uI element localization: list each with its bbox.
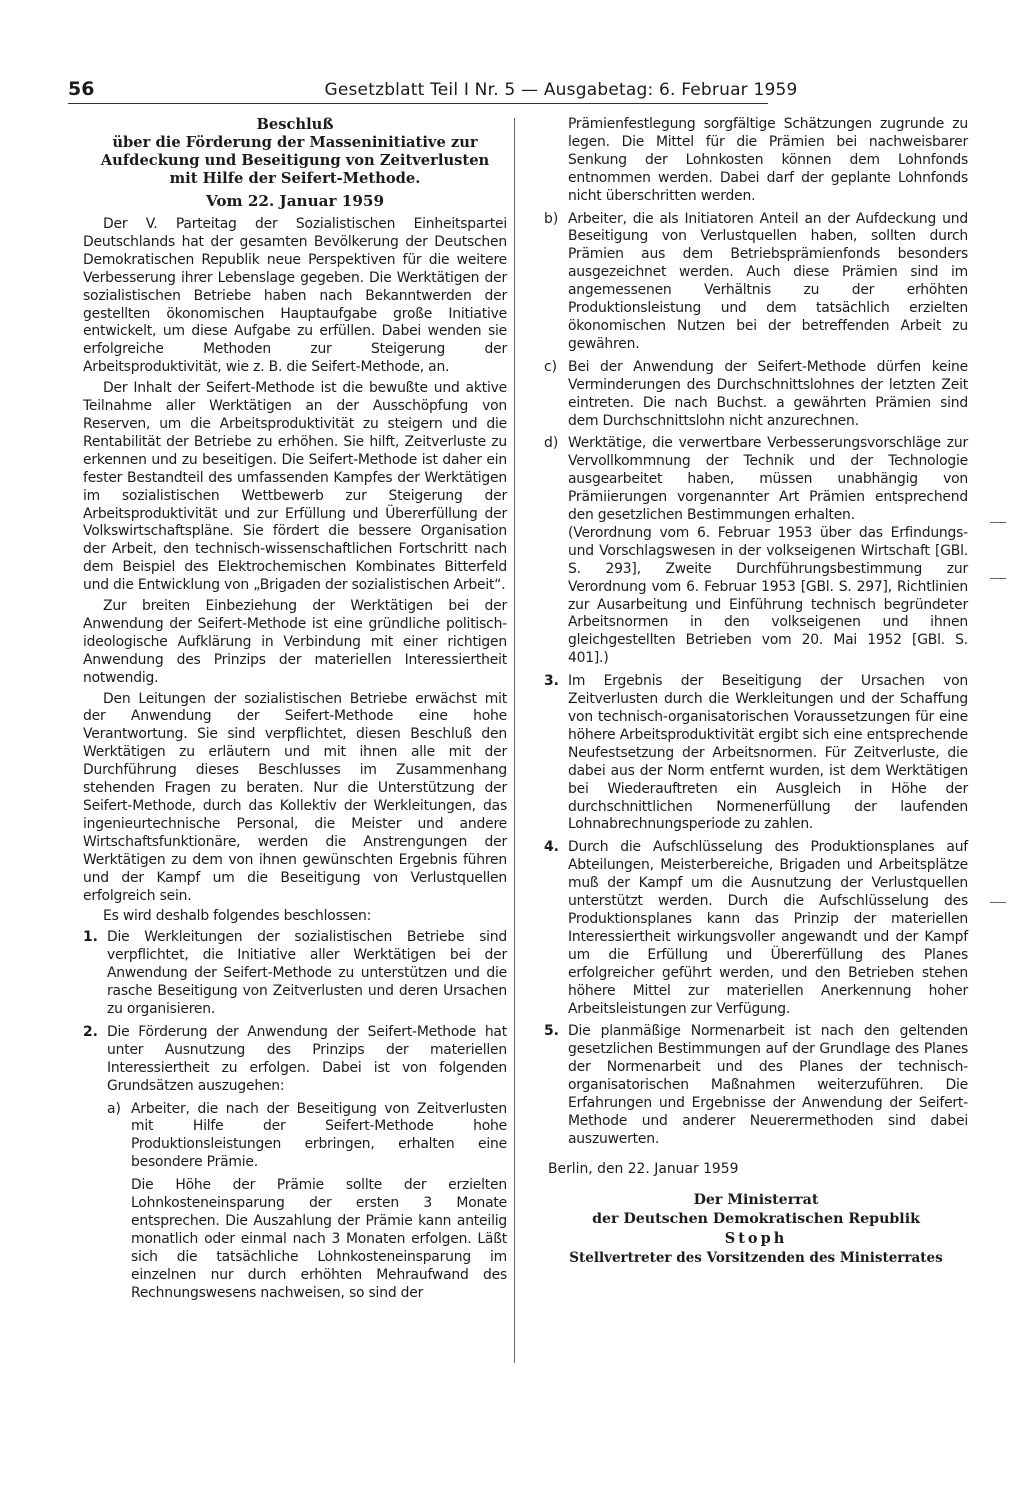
list-item-4 — [544, 839, 968, 1018]
list-item-3 — [544, 673, 968, 834]
signature-organization-1: Der Ministerrat — [693, 1191, 819, 1208]
margin-mark — [990, 902, 1006, 903]
margin-mark — [990, 578, 1006, 579]
list-text: Durch die Aufschlüsselung des Produktionsplanes auf Abteilungen, Meisterbereiche, Brigaden und Arbeitsplätze muß der Kampf um die Ausnutzung der Verlustquellen unterstützt werden. Durch die Aufschlüsselung des Produktionsplanes kann das Prinzip der materiellen Interessiertheit wirkungsvoller angewandt und der Kampf um die Erfüllung und Übererfüllung des Planes erfolgreicher geführt werden, und den Betrieben stehen höhere Mittel zur materiellen Anerkennung hoher Arbeitsleistungen zur Verfügung. — [568, 839, 968, 1017]
list-text: Im Ergebnis der Beseitigung der Ursachen von Zeitverlusten durch die Werkleitungen und der Schaffung von technisch-organisatorischen Voraussetzungen für eine höhere Arbeitsproduktivität ergibt sich eine entsprechende Neufestsetzung der Arbeitsnormen. Für Zeitverluste, die dabei aus der Norm entfernt wurden, ist dem Werktätigen bei Wiederauftreten ein Ausgleich in Höhe der durchschnittlichen Normenerfüllung der laufenden Lohnabrechnungsperiode zu zahlen. — [568, 673, 968, 833]
title-line-3: Aufdeckung und Beseitigung von Zeitverlusten — [100, 152, 490, 169]
sub-marker: d) — [544, 435, 559, 452]
sub-text: Arbeiter, die nach der Beseitigung von Zeitverlusten mit Hilfe der Seifert-Methode hohe Produktionsleistungen erbringen, erhalten eine besondere Prämie. — [131, 1100, 507, 1171]
sub-marker: a) — [107, 1100, 121, 1117]
right-column — [544, 116, 968, 1267]
sub-marker: b) — [544, 210, 559, 227]
margin-mark — [990, 522, 1006, 523]
sub-item-a-continuation: Die Höhe der Prämie sollte der erzielten Lohnkosteneinsparung der ersten 3 Monate entsprechen. Die Auszahlung der Prämie kann anteilig monatlich oder einmal nach 3 Monaten erfolgen. Läßt sich die tatsächliche Lohnkosteneinsparung im einzelnen nur durch erhöhten Mehraufwand des Rechnungswesens nachweisen, so sind der — [131, 1177, 507, 1301]
paragraph-4: Den Leitungen der sozialistischen Betriebe erwächst mit der Anwendung der Seifert-Methode eine hohe Verantwortung. Sie sind verpflichtet, diesen Beschluß den Werktätigen zu erläutern und mit ihnen alle mit der Durchführung dieses Beschlusses im Zusammenhang stehenden Fragen zu beraten. Nur die Unterstützung der Seifert-Methode, durch das Kollektiv der Werkleitungen, das ingenieurtechnische Personal, die Meister und andere Wirtschaftsfunktionäre, werden die Anstrengungen der Werktätigen zu dem von ihnen gewünschten Ergebnis führen und der Kampf um die Beseitigung von Verlustquellen erfolgreich sein. — [83, 690, 507, 904]
sub-item-b — [544, 211, 968, 354]
signature-section — [544, 1161, 968, 1267]
list-text: Die Förderung der Anwendung der Seifert-Methode hat unter Ausnutzung des Prinzips der materiellen Interessiertheit zu erfolgen. Dabei ist von folgenden Grundsätzen auszugehen: — [107, 1023, 507, 1094]
document-date: Vom 22. Januar 1959 — [205, 192, 385, 210]
paragraph-3: Zur breiten Einbeziehung der Werktätigen bei der Anwendung der Seifert-Methode ist eine gründliche politisch-ideologische Aufklärung in Verbindung mit einer richtigen Anwendung des Prinzips der materiellen Interessiertheit notwendig. — [83, 598, 507, 686]
signature-date: Berlin, den 22. Januar 1959 — [548, 1160, 739, 1177]
sub-item-c — [544, 359, 968, 431]
header-title: Gesetzblatt Teil I Nr. 5 — Ausgabetag: 6. Februar 1959 — [324, 80, 798, 100]
title-line-2: über die Förderung der Masseninitiative zur — [112, 134, 478, 151]
list-text: Die planmäßige Normenarbeit ist nach den geltenden gesetzlichen Bestimmungen auf der Grundlage des Planes der Normenarbeit und des Planes der technisch-organisatorischen Maßnahmen weiterzuführen. Die Erfahrungen und Ergebnisse der Anwendung der Seifert-Methode und anderer Neuerermethoden sind dabei auszuwerten. — [568, 1023, 968, 1147]
list-text: Die Werkleitungen der sozialistischen Betriebe sind verpflichtet, die Initiative aller Werktätigen bei der Anwendung der Seifert-Methode zu unterstützen und die rasche Beseitigung von Zeitverlusten und deren Ursachen zu organisieren. — [107, 929, 507, 1017]
sub-text: Werktätige, die verwertbare Verbesserungsvorschläge zur Vervollkommnung der Technik und der Technologie ausgearbeitet haben, müssen unabhängig von Prämiierungen vorgenannter Art Prämien entsprechend den gesetzlichen Bestimmungen erhalten. — [568, 435, 968, 524]
left-column — [83, 116, 507, 1305]
sub-item-a-continuation-right: Prämienfestlegung sorgfältige Schätzungen zugrunde zu legen. Die Mittel für die Prämien bei nachweisbarer Senkung der Lohnkosten können dem Lohnfonds entnommen werden. Dabei darf der geplante Lohnfonds nicht überschritten werden. — [568, 116, 968, 204]
title-line-1: Beschluß — [256, 116, 334, 133]
paragraph-1: Der V. Parteitag der Sozialistischen Einheitspartei Deutschlands hat der gesamten Bevölkerung der Deutschen Demokratischen Republik neue Perspektiven für die weitere Verbesserung ihrer Lebenslage gegeben. Die Werktätigen der sozialistischen Betriebe haben nach Bekanntwerden der gestellten ökonomischen Hauptaufgabe große Initiative entwickelt, um diese Aufgabe zu erfüllen. Dabei wenden sie erfolgreiche Methoden zur Steigerung der Arbeitsproduktivität, wie z. B. die Seifert-Methode, an. — [83, 216, 507, 376]
sub-item-d — [544, 435, 968, 525]
document-title — [83, 116, 507, 212]
title-line-4: mit Hilfe der Seifert-Methode. — [169, 170, 421, 187]
sub-item-a — [107, 1101, 507, 1173]
list-marker: 5. — [544, 1023, 559, 1040]
list-marker: 2. — [83, 1023, 98, 1040]
sub-text: Bei der Anwendung der Seifert-Methode dürfen keine Verminderungen des Durchschnittslohnes der letzten Zeit eintreten. Die nach Buchst. a gewährten Prämien sind dem Durchschnittslohn nicht anzurechnen. — [568, 358, 968, 429]
signatory-name: Stoph — [724, 1229, 788, 1247]
page-number: 56 — [68, 78, 95, 100]
list-marker: 4. — [544, 839, 559, 856]
list-item-1 — [83, 929, 507, 1019]
signature-organization-2: der Deutschen Demokratischen Republik — [592, 1210, 920, 1227]
list-marker: 3. — [544, 673, 559, 690]
column-divider — [514, 118, 515, 1363]
sub-item-d-reference: (Verordnung vom 6. Februar 1953 über das Erfindungs- und Vorschlagswesen in der volkseigenen Wirtschaft [GBl. S. 293], Zweite Durchführungsbestimmung zur Verordnung vom 6. Februar 1953 [GBl. S. 297], Richtlinien zur Ausarbeitung und Einführung technisch begründeter Arbeitsnormen in den volkseigenen und ihnen gleichgestellten Betrieben vom 20. Mai 1952 [GBl. S. 401].) — [568, 524, 968, 667]
signatory-role: Stellvertreter des Vorsitzenden des Ministerrates — [569, 1249, 943, 1266]
paragraph-5: Es wird deshalb folgendes beschlossen: — [103, 908, 372, 925]
list-marker: 1. — [83, 929, 98, 946]
sub-text: Arbeiter, die als Initiatoren Anteil an der Aufdeckung und Beseitigung von Verlustquellen haben, sollten durch Prämien aus dem Betriebsprämienfonds besonders ausgezeichnet werden. Auch diese Prämien sind im angemessenen Verhältnis zu der erhöhten Produktionsleistung und dem tatsächlich erzielten ökonomischen Nutzen bei der betreffenden Arbeit zu gewähren. — [568, 210, 968, 352]
sub-marker: c) — [544, 358, 558, 375]
paragraph-2: Der Inhalt der Seifert-Methode ist die bewußte und aktive Teilnahme aller Werktätigen an der Ausschöpfung von Reserven, um die Arbeitsproduktivität zu steigern und die Rentabilität der Betriebe zu erhöhen. Sie hilft, Zeitverluste zu erkennen und zu beseitigen. Die Seifert-Methode ist daher ein fester Bestandteil des umfassenden Kampfes der Werktätigen im sozialistischen Wettbewerb zur Steigerung der Arbeitsproduktivität und zur Erfüllung und Übererfüllung der Volkswirtschaftspläne. Sie fördert die bessere Organisation der Arbeit, den technisch-wissenschaftlichen Fortschritt nach dem Beispiel des Elektrochemischen Kombinates Bitterfeld und die Entwicklung von „Brigaden der sozialistischen Arbeit“. — [83, 380, 507, 594]
signature-block — [544, 1191, 968, 1267]
header-rule — [68, 103, 768, 104]
list-item-2 — [83, 1024, 507, 1096]
sub-list — [107, 1101, 507, 1303]
list-item-5 — [544, 1023, 968, 1148]
